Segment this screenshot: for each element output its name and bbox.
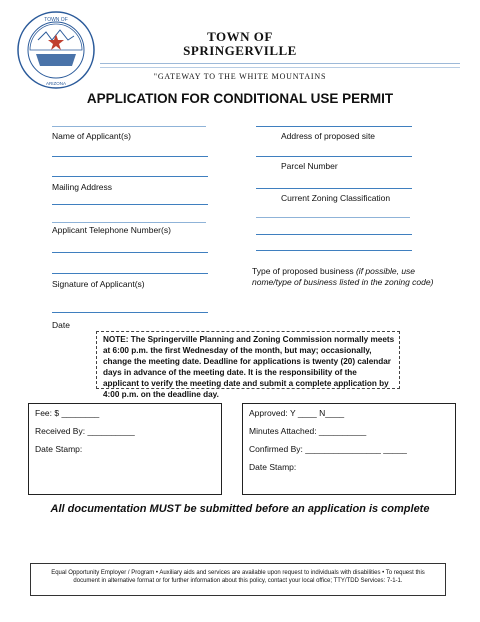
header-rule-top	[100, 63, 460, 64]
mailing-address-label: Mailing Address	[52, 182, 113, 192]
mailing-address-line[interactable]	[52, 204, 208, 205]
document-title: APPLICATION FOR CONDITIONAL USE PERMIT	[86, 91, 394, 106]
signature-line[interactable]	[52, 312, 208, 313]
header-rule-bottom	[100, 67, 460, 68]
phone-line[interactable]	[52, 252, 208, 253]
business-type-text: Type of proposed business	[252, 266, 356, 276]
town-seal	[16, 10, 96, 90]
completion-notice: All documentation MUST be submitted before an application is complete	[50, 503, 430, 515]
business-line-1[interactable]	[256, 217, 410, 218]
site-address-line[interactable]	[256, 126, 412, 127]
parcel-number-label: Parcel Number	[281, 161, 338, 171]
name-top-rule	[52, 126, 206, 127]
confirmed-by-field[interactable]: Confirmed By: ________________ _____	[249, 444, 407, 454]
office-use-box-left	[28, 403, 222, 495]
business-line-2[interactable]	[256, 234, 412, 235]
town-motto: "GATEWAY TO THE WHITE MOUNTAINS	[153, 72, 327, 81]
equal-opportunity-footer: Equal Opportunity Employer / Program • Auxiliary aids and services are available upon request to individuals with disabilities • To request this document in alternative format or for further information about this policy, contact your local office; TTY/TDD Services: 7-1-1.	[30, 563, 446, 596]
fee-field[interactable]: Fee: $ ________	[35, 408, 100, 418]
business-line-3[interactable]	[256, 250, 412, 251]
applicant-name-label: Name of Applicant(s)	[52, 131, 131, 141]
town-name-line1: TOWN OF	[207, 29, 273, 44]
phone-label: Applicant Telephone Number(s)	[52, 225, 171, 235]
signature-label: Signature of Applicant(s)	[52, 279, 145, 289]
town-name-line2: SPRINGERVILLE	[183, 43, 297, 58]
received-by-field[interactable]: Received By: __________	[35, 426, 135, 436]
business-type-label	[252, 266, 452, 288]
applicant-name-line[interactable]	[52, 156, 208, 157]
office-use-box-right	[242, 403, 456, 495]
site-address-label: Address of proposed site	[281, 131, 376, 141]
business-type-hint: (if possible, use nome/type of business listed in the zoning code)	[252, 266, 434, 287]
date-label: Date	[52, 320, 70, 330]
town-name	[100, 30, 380, 58]
parcel-number-line[interactable]	[256, 156, 412, 157]
meeting-note: NOTE: The Springerville Planning and Zoning Commission normally meets at 6:00 p.m. the first Wednesday of the month, but may; occasionally, change the meeting date. Deadline for applications is twenty (20) calendar days in advance of the meeting date. It is the responsibility of the applicant to verify the meeting date and submit a complete application by 4:00 p.m. on the deadline day.	[96, 331, 400, 389]
zoning-label: Current Zoning Classification	[281, 193, 391, 203]
svg-text:TOWN OF: TOWN OF	[44, 17, 68, 23]
date-stamp-left: Date Stamp:	[35, 444, 83, 454]
phone-top-rule	[52, 222, 206, 223]
date-stamp-right: Date Stamp:	[249, 462, 297, 472]
mailing-top-line[interactable]	[52, 176, 208, 177]
svg-text:ARIZONA: ARIZONA	[45, 81, 67, 86]
signature-top-line[interactable]	[52, 273, 208, 274]
approved-field[interactable]: Approved: Y ____ N____	[249, 408, 345, 418]
minutes-attached-field[interactable]: Minutes Attached: __________	[249, 426, 367, 436]
zoning-line[interactable]	[256, 188, 412, 189]
